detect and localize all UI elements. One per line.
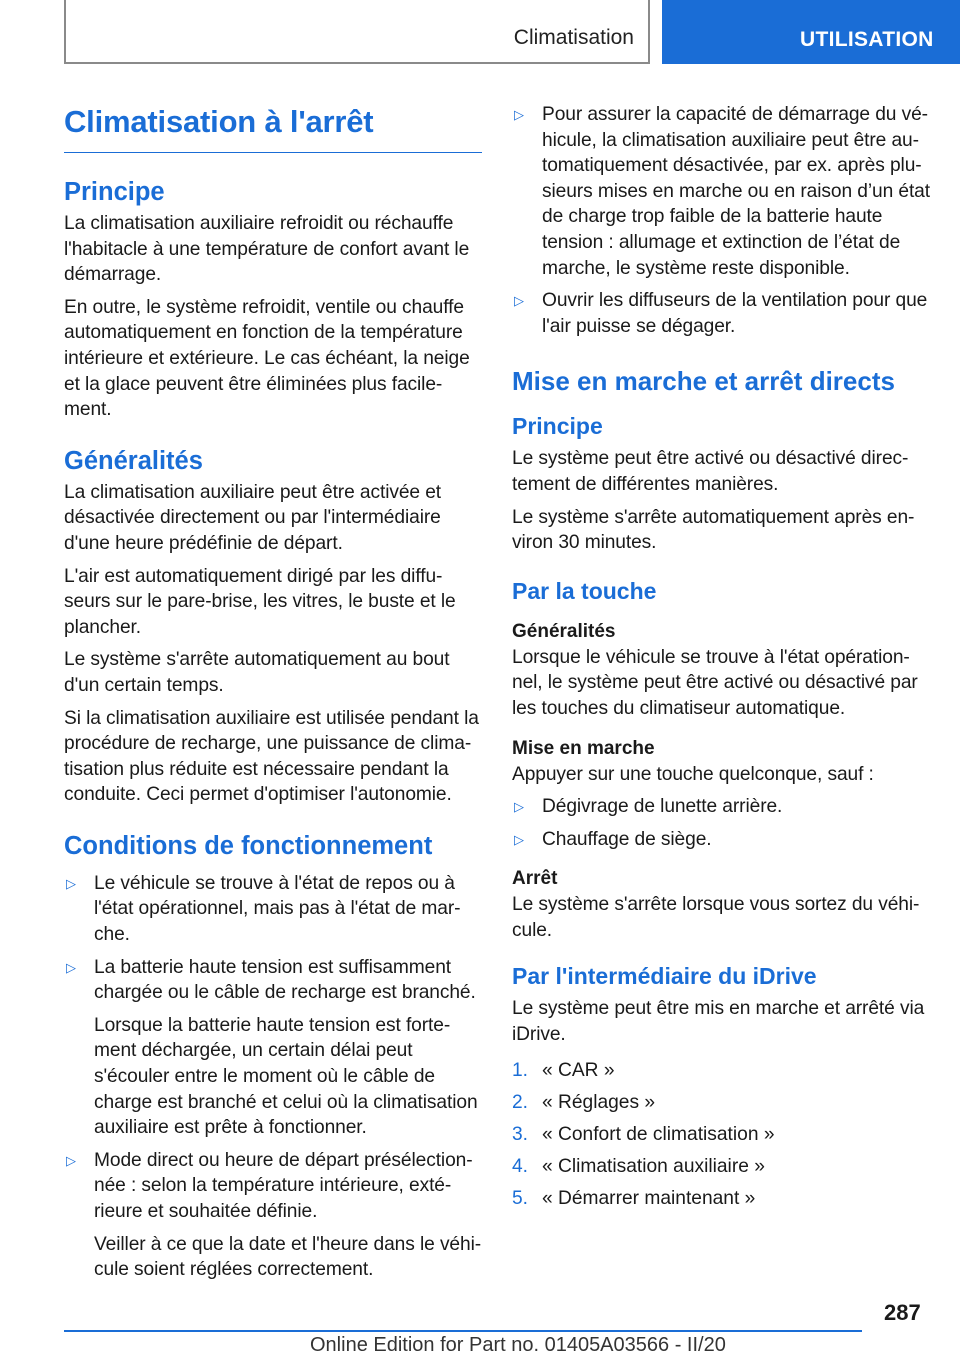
- heading-mise-en-marche: Mise en marche et arrêt directs: [512, 366, 895, 397]
- paragraph: Le système peut être mis en marche et arrêté via iDrive.: [512, 998, 925, 1046]
- heading-par-la-touche: Par la touche: [512, 577, 657, 604]
- numbered-step: [512, 1058, 932, 1084]
- bullet-triangle-icon: ▷: [514, 831, 524, 847]
- numbered-step: [512, 1154, 932, 1180]
- list-item-text: Mode direct ou heure de départ présélectionnée : selon la température intérieure, extérieure et souhaitée définie.: [94, 1149, 473, 1222]
- paragraph: La climatisation auxiliaire peut être activée et désactivée directement ou par l'intermédiaire d'une heure prédéfinie de départ.: [64, 481, 442, 554]
- right-column: [512, 102, 932, 1218]
- paragraph: Appuyer sur une touche quelconque, sauf :: [512, 763, 874, 785]
- bullet-triangle-icon: ▷: [514, 293, 524, 309]
- list-item-text: Le véhicule se trouve à l'état de repos ou à l'état opérationnel, mais pas à l'état de marche.: [94, 872, 461, 946]
- bullet-triangle-icon: ▷: [66, 1152, 76, 1168]
- step-text: « Démarrer maintenant »: [542, 1188, 756, 1210]
- paragraph: Le système s'arrête automatiquement après environ 30 minutes.: [512, 506, 915, 554]
- header-section-tab: [64, 0, 650, 64]
- heading-idrive: Par l'intermédiaire du iDrive: [512, 963, 817, 990]
- step-text: « CAR »: [542, 1059, 615, 1081]
- bullet-triangle-icon: ▷: [514, 107, 524, 122]
- paragraph: Si la climatisation auxiliaire est utilisée pendant la procédure de recharge, une puissance de climatisation plus réduite est nécessaire pendant la conduite. Ceci permet d'optimiser l'autonomie.: [64, 707, 479, 806]
- numbered-step: [512, 1090, 932, 1116]
- numbered-step: [512, 1122, 932, 1148]
- list-item-text: Ouvrir les diffuseurs de la ventilation pour que l'air puisse se dégager.: [542, 290, 928, 337]
- paragraph: En outre, le système refroidit, ventile ou chauffe automatiquement en fonction de la température intérieure et extérieure. Le cas échéant, la neige et la glace peuvent être éliminées plus facilement.: [64, 296, 470, 421]
- list-item: [64, 955, 482, 1006]
- paragraph: Le système peut être activé ou désactivé directement de différentes manières.: [512, 448, 909, 495]
- list-item-text: La batterie haute tension est suffisamment chargée ou le câble de recharge est branché.: [94, 956, 476, 1004]
- bullet-triangle-icon: ▷: [514, 799, 524, 815]
- step-text: « Climatisation auxiliaire »: [542, 1155, 765, 1177]
- list-item: [64, 871, 482, 948]
- heading-conditions: Conditions de fonctionnement: [64, 831, 433, 860]
- numbered-step: [512, 1186, 932, 1212]
- list-item-text: Chauffage de siège.: [542, 828, 712, 850]
- bullet-triangle-icon: ▷: [66, 959, 76, 975]
- heading-mise-en-marche-sub: Mise en marche: [512, 737, 655, 759]
- page-number: 287: [884, 1300, 921, 1325]
- step-number: 2.: [512, 1091, 529, 1113]
- list-item: [512, 794, 932, 820]
- header-chapter-label: UTILISATION: [800, 28, 934, 51]
- paragraph: Lorsque le véhicule se trouve à l'état opérationnel, le système peut être activé ou désactivé par les touches du climatiseur automatique.: [512, 646, 918, 719]
- heading-arret: Arrêt: [512, 868, 558, 890]
- list-item: [512, 827, 932, 853]
- list-item: [512, 288, 932, 339]
- list-item-subtext: Lorsque la batterie haute tension est fortement déchargée, un certain délai peut s'écouler entre le moment où le câble de charge est branché et celui où la climatisation auxiliaire est prête à fonctionner.: [94, 1014, 478, 1139]
- list-item-text: Pour assurer la capacité de démarrage du véhicule, la climatisation auxiliaire peut être automatiquement désactivée, par ex. après plusieurs mises en marche ou en raison d’un état de charge trop faible de la batterie haute tension : allumage et extinction de l’état de marche, le système reste disponible.: [542, 104, 930, 279]
- paragraph: Le système s'arrête lorsque vous sortez du véhicule.: [512, 894, 920, 941]
- footer-edition: Online Edition for Part no. 01405A03566 - II/20: [310, 1334, 726, 1356]
- header-chapter-tab: [662, 0, 960, 64]
- left-column: [64, 100, 482, 1290]
- step-text: « Confort de climatisation »: [542, 1123, 775, 1145]
- paragraph: L'air est automatiquement dirigé par les diffuseurs sur le pare-brise, les vitres, le buste et le plancher.: [64, 565, 456, 638]
- paragraph: La climatisation auxiliaire refroidit ou réchauffe l'habitacle à une température de confort avant le démarrage.: [64, 213, 470, 286]
- heading-generalites: Généralités: [512, 620, 616, 642]
- paragraph: Le système s'arrête automatiquement au bout d'un certain temps.: [64, 649, 450, 696]
- heading-generalites: Généralités: [64, 446, 203, 475]
- bullet-triangle-icon: ▷: [66, 875, 76, 891]
- heading-principe: Principe: [512, 413, 603, 440]
- list-item-text: Dégivrage de lunette arrière.: [542, 796, 783, 818]
- step-text: « Réglages »: [542, 1091, 656, 1113]
- step-number: 5.: [512, 1188, 529, 1210]
- header-section-label: Climatisation: [513, 26, 634, 49]
- page-header: [0, 0, 960, 66]
- page-title: Climatisation à l'arrêt: [64, 100, 482, 153]
- list-item-subtext: Veiller à ce que la date et l'heure dans le véhicule soient réglées correctement.: [94, 1233, 482, 1281]
- list-item: [64, 1148, 482, 1225]
- list-item: [512, 102, 932, 281]
- heading-principe: Principe: [64, 178, 165, 206]
- step-number: 3.: [512, 1123, 529, 1145]
- footer-divider: [64, 1330, 862, 1332]
- step-number: 4.: [512, 1155, 529, 1177]
- step-number: 1.: [512, 1059, 529, 1081]
